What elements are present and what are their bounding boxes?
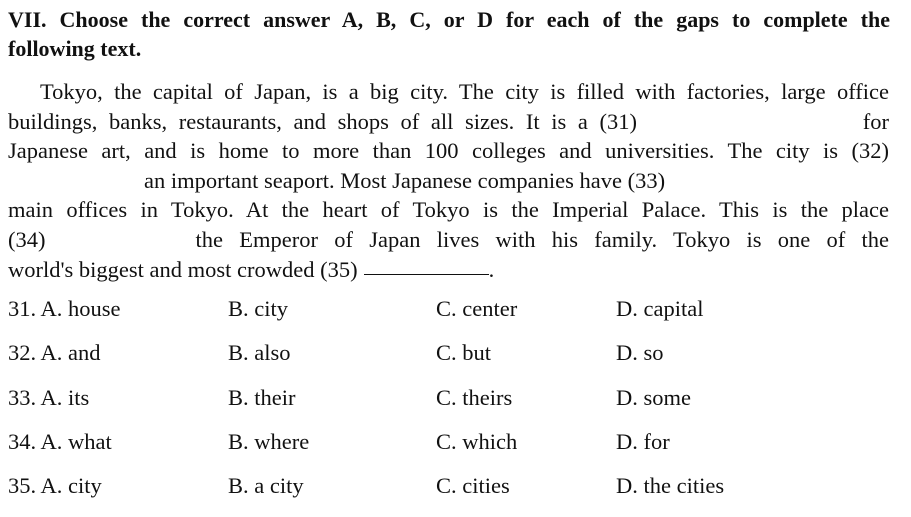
passage-text: world's biggest and most crowded (35) (8, 256, 358, 282)
option-c: C. cities (436, 473, 510, 499)
passage-text: (34) (8, 226, 46, 252)
option-c: C. theirs (436, 384, 513, 410)
blank-gap-34 (46, 225, 196, 255)
option-d: D. the cities (616, 473, 725, 499)
option-d: D. for (616, 428, 670, 454)
option-c: C. which (436, 428, 518, 454)
option-b: B. a city (228, 473, 304, 499)
passage-line (8, 255, 889, 285)
passage-text: buildings, banks, restaurants, and shops of all sizes. It is a (31) (8, 108, 638, 134)
option-a: 32. A. and (8, 340, 101, 366)
passage-text: the Emperor of Japan lives with his family. Tokyo is one of the (195, 226, 889, 252)
passage-line: an important seaport. Most Japanese companies have (33) (144, 167, 666, 193)
option-b: B. their (228, 384, 296, 410)
blank-underline-35 (364, 273, 489, 275)
heading-line-2: following text. (8, 36, 142, 61)
option-b: B. city (228, 296, 288, 321)
option-b: B. where (228, 428, 310, 454)
option-a: 31. A. house (8, 296, 121, 321)
passage-line: main offices in Tokyo. At the heart of Tokyo is the Imperial Palace. This is the place (8, 197, 889, 223)
option-d: D. some (616, 384, 691, 410)
option-d: D. so (616, 340, 664, 366)
passage-line: Japanese art, and is home to more than 100 colleges and universities. The city is (32) (8, 138, 889, 164)
option-a: 33. A. its (8, 384, 90, 410)
passage-text: for (862, 108, 889, 134)
option-b: B. also (228, 340, 291, 366)
option-d: D. capital (616, 296, 704, 321)
passage-text: . (488, 256, 495, 282)
option-a: 35. A. city (8, 473, 102, 499)
passage-line: Tokyo, the capital of Japan, is a big city. The city is filled with factories, large office (40, 79, 889, 104)
reading-passage (8, 77, 889, 284)
exercise-heading (8, 5, 890, 63)
heading-line-1: VII. Choose the correct answer A, B, C, or D for each of the gaps to complete the (8, 7, 890, 32)
passage-line (8, 225, 889, 255)
option-c: C. but (436, 340, 492, 366)
passage-line (8, 107, 889, 137)
option-c: C. center (436, 296, 518, 321)
option-a: 34. A. what (8, 428, 112, 454)
